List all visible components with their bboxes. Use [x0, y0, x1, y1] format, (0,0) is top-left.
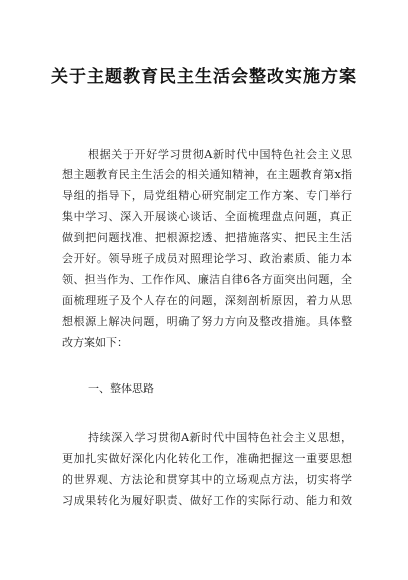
document-title: 关于主题教育民主生活会整改实施方案 — [51, 67, 357, 87]
paragraph-line: 会开好。领导班子成员对照理论学习、政治素质、能力本 — [62, 252, 352, 265]
paragraph-line: 根据关于开好学习贯彻A新时代中国特色社会主义思 — [88, 148, 352, 161]
paragraph-line: 面梳理班子及个人存在的问题，深刻剖析原因，着力从思 — [62, 294, 352, 307]
paragraph-line: 做到把问题找准、把根源挖透、把措施落实、把民主生活 — [62, 231, 352, 244]
paragraph-line: 想根源上解决问题，明确了努力方向及整改措施。具体整 — [62, 315, 352, 328]
paragraph-line: 改方案如下： — [62, 336, 128, 349]
section-heading: 一、整体思路 — [88, 382, 154, 395]
paragraph-line: 习成果转化为履好职责、做好工作的实际行动、能力和效 — [62, 494, 352, 507]
paragraph-line: 领、担当作为、工作作风、廉洁自律6各方面突出问题，全 — [62, 273, 352, 286]
paragraph-line: 集中学习、深入开展谈心谈话、全面梳理盘点问题，真正 — [62, 210, 352, 223]
paragraph-line: 更加扎实做好深化内化转化工作，准确把握这一重要思想 — [62, 452, 352, 465]
paragraph-line: 想主题教育民主生活会的相关通知精神，在主题教育第x指 — [62, 168, 352, 181]
paragraph-line: 持续深入学习贯彻A新时代中国特色社会主义思想， — [88, 431, 352, 444]
paragraph-line: 导组的指导下，局党组精心研究制定工作方案、专门举行 — [62, 189, 352, 202]
paragraph-line: 的世界观、方法论和贯穿其中的立场观点方法，切实将学 — [62, 473, 352, 486]
